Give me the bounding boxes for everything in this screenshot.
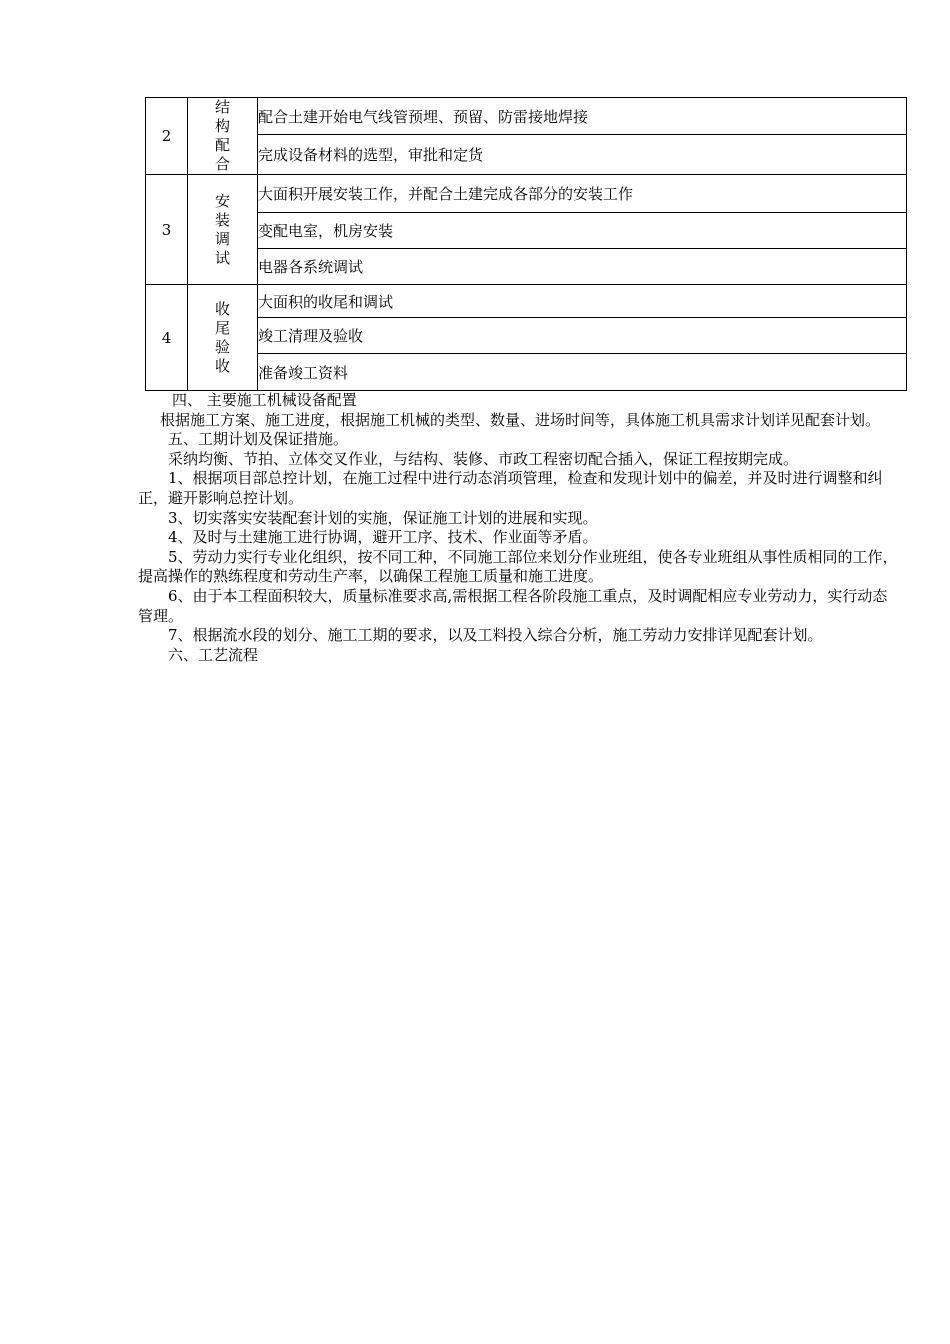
table-row (146, 318, 907, 354)
task-cell: 大面积的收尾和调试 (258, 285, 907, 318)
section-heading-6: 六、工艺流程 (168, 645, 259, 664)
stage-phase-label: 结构配合 (214, 98, 230, 173)
stage-phase (188, 175, 258, 285)
stage-phase-label: 安装调试 (214, 191, 230, 267)
paragraph: 根据施工方案、施工进度，根据施工机械的类型、数量、进场时间等，具体施工机具需求计划详见配套计划。 (160, 410, 881, 429)
task-cell: 准备竣工资料 (258, 354, 907, 391)
stage-phase (188, 98, 258, 175)
task-cell: 配合土建开始电气线管预埋、预留、防雷接地焊接 (258, 98, 907, 135)
task-cell: 变配电室，机房安装 (258, 213, 907, 249)
stage-phase (188, 285, 258, 391)
table-row (146, 249, 907, 285)
table-row (146, 213, 907, 249)
table-row (146, 175, 907, 213)
list-item: 1、根据项目部总控计划，在施工过程中进行动态消项管理，检查和发现计划中的偏差，并及时进行调整和纠正，避开影响总控计划。 (138, 469, 883, 507)
task-cell: 大面积开展安装工作，并配合土建完成各部分的安装工作 (258, 175, 907, 213)
list-item: 7、根据流水段的划分、施工工期的要求，以及工料投入综合分析，施工劳动力安排详见配套计划。 (168, 626, 823, 645)
list-item: 6、由于本工程面积较大，质量标准要求高,需根据工程各阶段施工重点，及时调配相应专业劳动力，实行动态管理。 (138, 586, 888, 625)
stage-number: 3 (146, 175, 188, 285)
table-row (146, 285, 907, 318)
body-text (138, 391, 898, 665)
stage-phase-label: 收尾验收 (214, 299, 230, 375)
stage-number: 2 (146, 98, 188, 175)
table-row (146, 98, 907, 135)
paragraph: 采纳均衡、节拍、立体交叉作业，与结构、装修、市政工程密切配合插入，保证工程按期完成。 (168, 449, 799, 468)
task-cell: 竣工清理及验收 (258, 318, 907, 354)
list-item: 4、及时与土建施工进行协调，避开工序、技术、作业面等矛盾。 (168, 528, 598, 547)
section-heading-4: 四、 主要施工机械设备配置 (172, 391, 357, 409)
stage-number: 4 (146, 285, 188, 391)
section-heading-5: 五、工期计划及保证措施。 (168, 430, 349, 449)
list-item: 5、劳动力实行专业化组织，按不同工种，不同施工部位来划分作业班组，使各专业班组从事性质相同的工作，提高操作的熟练程度和劳动生产率，以确保工程施工质量和施工进度。 (138, 547, 898, 586)
table-row (146, 354, 907, 391)
schedule-table (145, 97, 907, 391)
task-cell: 完成设备材料的选型，审批和定货 (258, 135, 907, 175)
task-cell: 电器各系统调试 (258, 249, 907, 285)
list-item: 3、切实落实安装配套计划的实施，保证施工计划的进展和实现。 (168, 508, 598, 527)
table-row (146, 135, 907, 175)
